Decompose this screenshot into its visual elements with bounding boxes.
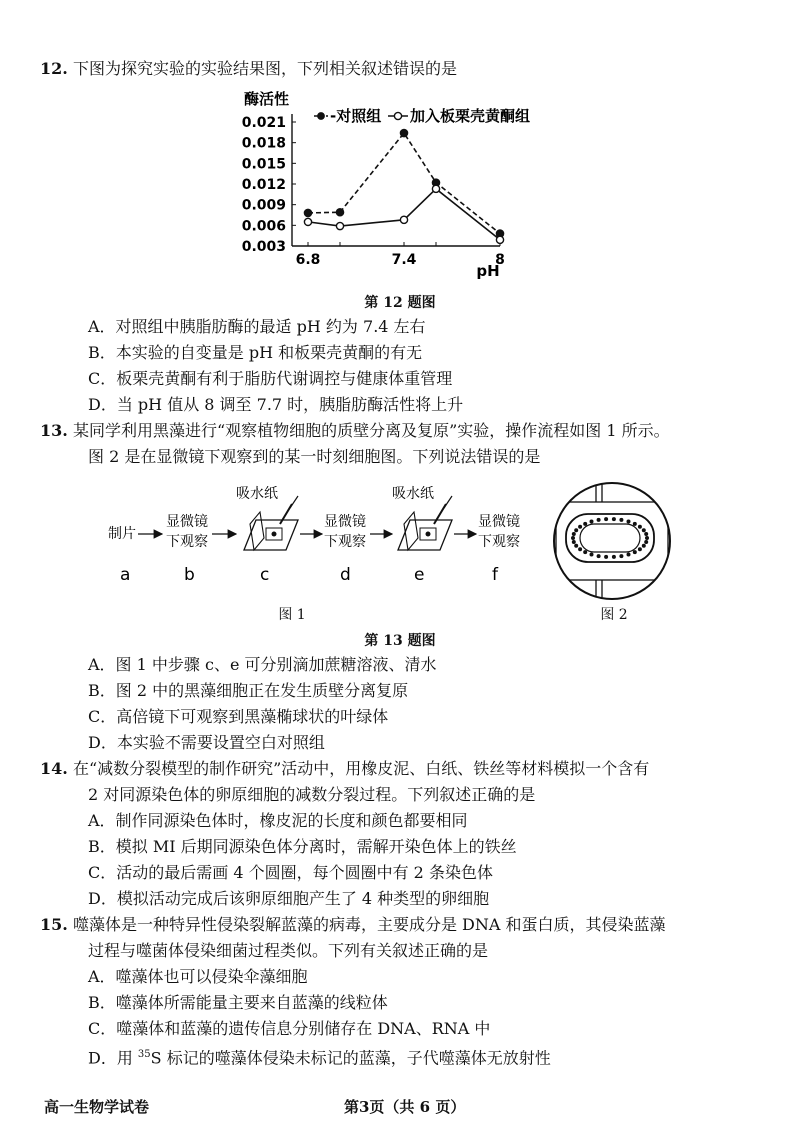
q14-option-d: D．模拟活动完成后该卵原细胞产生了 4 种类型的卵细胞 (88, 889, 490, 908)
series-point-1 (400, 129, 407, 136)
chloroplast-dot (642, 528, 646, 532)
q12-option-b: B．本实验的自变量是 pH 和板栗壳黄酮的有无 (88, 343, 423, 362)
q12-number: 12. (40, 59, 68, 78)
chloroplast-dot (638, 547, 642, 551)
q13-fig2-label: 图 2 (600, 607, 628, 623)
q14-stem-line2: 2 对同源染色体的卵原细胞的减数分裂过程。下列叙述正确的是 (88, 785, 536, 804)
y-tick-label: 0.006 (241, 218, 286, 235)
chloroplast-dot (644, 540, 648, 544)
q15-stem-line1: 噬藻体是一种特异性侵染裂解蓝藻的病毒，主要成分是 DNA 和蛋白质，其侵染蓝藻 (72, 915, 666, 934)
q12-option-c: C．板栗壳黄酮有利于脂肪代谢调控与健康体重管理 (88, 369, 453, 388)
q15-stem-line2: 过程与噬菌体侵染细菌过程类似。下列有关叙述正确的是 (88, 941, 489, 960)
q12-chart (230, 86, 560, 286)
q15-stem (40, 912, 666, 938)
q14-number: 14. (40, 759, 68, 778)
q13-stem (40, 418, 670, 444)
q15-number: 15. (40, 915, 68, 934)
legend-label-2: 加入板栗壳黄酮组 (410, 107, 531, 125)
q13-fig1-label: 图 1 (278, 607, 306, 623)
chloroplast-dot (578, 525, 582, 529)
q12-figure-caption: 第 12 题图 (364, 295, 436, 311)
series-point-2 (336, 222, 343, 229)
chart-x-label: pH (476, 262, 500, 280)
flow-step-d-bottom: 下观察 (324, 534, 366, 550)
chloroplast-dot (578, 547, 582, 551)
y-tick-label: 0.018 (241, 135, 286, 152)
q15-option-c: C．噬藻体和蓝藻的遗传信息分别储存在 DNA、RNA 中 (88, 1019, 491, 1038)
q12-stem-text: 下图为探究实验的实验结果图，下列相关叙述错误的是 (72, 59, 457, 78)
flow-step-f-top: 显微镜 (478, 514, 520, 530)
flow-step-b-bottom: 下观察 (166, 534, 208, 550)
series-point-1 (336, 209, 343, 216)
series-point-1 (304, 209, 311, 216)
q13-option-d: D．本实验不需要设置空白对照组 (88, 733, 325, 752)
q14-option-c: C．活动的最后需画 4 个圆圈，每个圆圈中有 2 条染色体 (88, 863, 493, 882)
chloroplast-dot (633, 550, 637, 554)
footer-page-number: 第3页（共 6 页） (344, 1098, 466, 1116)
chloroplast-dot (583, 550, 587, 554)
y-tick-label: 0.003 (241, 239, 286, 255)
series-point-2 (304, 218, 311, 225)
chloroplast-dot (627, 520, 631, 524)
chloroplast-dot (572, 532, 576, 536)
flow-step-d-top: 显微镜 (324, 514, 366, 530)
chloroplast-dot (583, 522, 587, 526)
flow-step-f-bottom: 下观察 (478, 534, 520, 550)
x-tick-label: 8 (495, 252, 505, 268)
q13-figure-1 (100, 480, 530, 610)
flow-letter-a: a (120, 565, 131, 585)
flow-step-b-top: 显微镜 (166, 514, 208, 530)
chloroplast-dot (604, 555, 608, 559)
q12-stem (40, 56, 457, 82)
series-point-2 (496, 236, 503, 243)
y-tick-label: 0.021 (241, 115, 286, 131)
flow-letter-d: d (340, 565, 351, 585)
chloroplast-dot (619, 518, 623, 522)
chloroplast-dot (572, 540, 576, 544)
chart-legend (314, 107, 530, 125)
chloroplast-dot (612, 555, 616, 559)
x-tick-label: 6.8 (295, 252, 321, 268)
legend-label-1: -对照组 (330, 107, 382, 125)
q15-option-d (88, 1042, 551, 1071)
chloroplast-dot (633, 522, 637, 526)
chart-y-label: 酶活性 (244, 90, 290, 108)
flow-paper-label-e: 吸水纸 (392, 486, 434, 502)
slide-absorbent-paper-icon (244, 496, 298, 550)
chloroplast-dot (574, 544, 578, 548)
q15-option-b: B．噬藻体所需能量主要来自蓝藻的线粒体 (88, 993, 388, 1012)
series-point-2 (432, 185, 439, 192)
flow-step-a: 制片 (108, 526, 136, 542)
flow-letter-b: b (184, 565, 195, 585)
chloroplast-dot (638, 525, 642, 529)
y-tick-label: 0.009 (241, 197, 286, 214)
chloroplast-dot (590, 553, 594, 557)
legend-marker-1 (318, 113, 325, 120)
q15-option-d-prefix: D．用 (88, 1048, 138, 1068)
q13-option-b: B．图 2 中的黑藻细胞正在发生质壁分离复原 (88, 681, 409, 700)
chloroplast-dot (574, 528, 578, 532)
chloroplast-dot (597, 518, 601, 522)
legend-marker-2 (394, 112, 401, 119)
q15-option-d-rest: S 标记的噬藻体侵染未标记的蓝藻，子代噬藻体无放射性 (150, 1048, 551, 1068)
q13-stem-line1: 某同学利用黑藻进行“观察植物细胞的质壁分离及复原”实验，操作流程如图 1 所示。 (72, 421, 670, 440)
q13-figure-2 (544, 480, 684, 602)
q15-option-a: A．噬藻体也可以侵染伞藻细胞 (88, 967, 308, 986)
y-tick-label: 0.012 (241, 177, 286, 193)
q13-stem-line2: 图 2 是在显微镜下观察到的某一时刻细胞图。下列说法错误的是 (88, 447, 541, 466)
slide-absorbent-paper-icon (398, 496, 452, 550)
chloroplast-dot (619, 554, 623, 558)
y-tick-label: 0.015 (241, 156, 286, 173)
q14-option-a: A．制作同源染色体时，橡皮泥的长度和颜色都要相同 (88, 811, 468, 830)
flow-letter-e: e (414, 565, 425, 585)
x-tick-label: 7.4 (391, 252, 417, 268)
chloroplast-dot (604, 517, 608, 521)
q12-option-a: A．对照组中胰脂肪酶的最适 pH 约为 7.4 左右 (88, 317, 426, 336)
flow-letter-f: f (492, 565, 498, 585)
q14-stem-line1: 在“减数分裂模型的制作研究”活动中，用橡皮泥、白纸、铁丝等材料模拟一个含有 (72, 759, 650, 778)
q13-option-a: A．图 1 中步骤 c、e 可分别滴加蔗糖溶液、清水 (88, 655, 437, 674)
chart-y-ticks (242, 115, 296, 255)
chart-axes (292, 114, 500, 246)
chart-series (304, 129, 503, 243)
q12-option-d: D．当 pH 值从 8 调至 7.7 时，胰脂肪酶活性将上升 (88, 395, 464, 414)
chloroplast-dot (571, 536, 575, 540)
q14-option-b: B．模拟 MI 后期同源染色体分离时，需解开染色体上的铁丝 (88, 837, 517, 856)
series-point-2 (400, 216, 407, 223)
flow-letter-c: c (260, 565, 270, 585)
q15-option-d-superscript: 35 (137, 1049, 151, 1060)
chloroplast-dot (642, 544, 646, 548)
footer-subject: 高一生物学试卷 (44, 1098, 150, 1116)
chloroplast-dot (612, 517, 616, 521)
q14-stem (40, 756, 649, 782)
chloroplast-dot (627, 553, 631, 557)
chloroplast-dot (597, 554, 601, 558)
q13-figure-caption: 第 13 题图 (364, 633, 436, 649)
chloroplast-dot (645, 536, 649, 540)
q13-option-c: C．高倍镜下可观察到黑藻椭球状的叶绿体 (88, 707, 389, 726)
chloroplast-dot (644, 532, 648, 536)
chloroplast-dot (590, 520, 594, 524)
flow-paper-label-c: 吸水纸 (236, 486, 278, 502)
q13-number: 13. (40, 421, 68, 440)
